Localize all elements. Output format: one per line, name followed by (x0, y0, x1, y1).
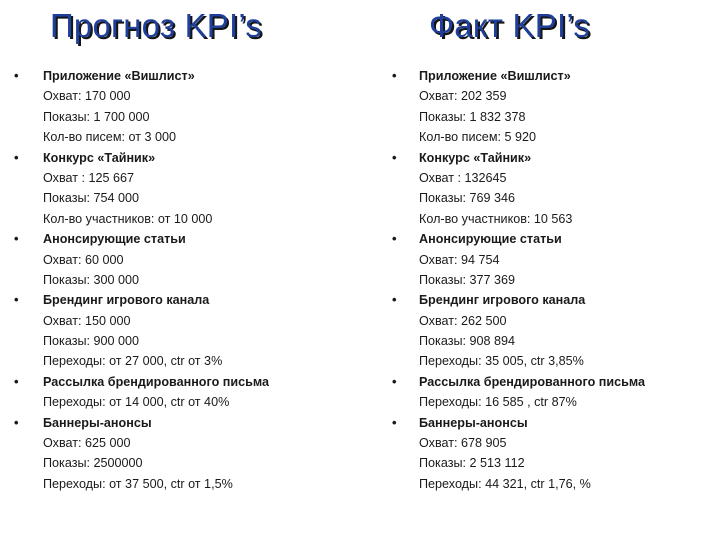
kpi-metric-line: Показы: 900 000 (43, 334, 140, 349)
kpi-group-heading (392, 66, 645, 86)
kpi-metric-line: Показы: 2 513 112 (419, 456, 525, 471)
kpi-metric-line: Охват: 60 000 (43, 252, 124, 267)
kpi-metric-line: Охват: 170 000 (43, 89, 131, 104)
kpi-group-heading-text: Брендинг игрового канала (43, 293, 210, 308)
bullet-icon: • (392, 68, 397, 83)
kpi-group-heading-text: Конкурс «Тайник» (43, 150, 156, 165)
kpi-group-heading (10, 66, 269, 86)
kpi-group-heading-text: Рассылка брендированного письма (419, 374, 646, 389)
kpi-group-heading (392, 413, 645, 433)
kpi-group-heading-text: Приложение «Вишлист» (43, 69, 195, 83)
kpi-metric-line: Охват : 125 667 (43, 170, 135, 185)
bullet-icon: • (392, 231, 397, 247)
bullet-icon: • (14, 414, 19, 430)
forecast-kpi-list (10, 66, 269, 494)
kpi-metric-line: Охват: 262 500 (419, 313, 507, 328)
bullet-icon: • (14, 231, 19, 247)
forecast-kpi-title: Прогноз KPI’s (50, 7, 262, 44)
kpi-group-heading-text: Баннеры-анонсы (43, 415, 152, 430)
bullet-icon: • (392, 414, 397, 430)
kpi-group-heading (392, 148, 645, 168)
kpi-group-heading-text: Анонсирующие статьи (43, 232, 186, 247)
kpi-group-heading (10, 290, 269, 310)
kpi-group-heading (392, 372, 645, 392)
kpi-metric-line: Показы: 2500000 (43, 456, 143, 471)
kpi-metric-line: Показы: 1 832 378 (419, 109, 526, 124)
kpi-metric-line: Переходы: 35 005, ctr 3,85% (419, 354, 584, 369)
kpi-group-heading (392, 290, 645, 310)
kpi-group-heading (10, 229, 269, 249)
kpi-metric-line: Кол-во писем: 5 920 (419, 130, 536, 145)
kpi-group-heading-text: Анонсирующие статьи (419, 232, 562, 247)
actual-kpi-list (392, 66, 645, 494)
bullet-icon: • (392, 373, 397, 389)
kpi-group-heading-text: Рассылка брендированного письма (43, 374, 270, 389)
kpi-metric-line: Охват: 150 000 (43, 313, 131, 328)
bullet-icon: • (392, 292, 397, 308)
bullet-icon: • (14, 68, 19, 83)
kpi-metric-line: Переходы: 44 321, ctr 1,76, % (419, 476, 591, 491)
bullet-icon: • (14, 373, 19, 389)
actual-kpi-title: Факт KPI’s (429, 7, 590, 44)
kpi-metric-line: Кол-во участников: от 10 000 (43, 211, 213, 226)
kpi-metric-line: Переходы: от 27 000, ctr от 3% (43, 354, 223, 369)
kpi-group-heading-text: Приложение «Вишлист» (419, 69, 571, 83)
kpi-metric-line: Охват: 678 905 (419, 436, 507, 451)
bullet-icon: • (392, 149, 397, 165)
kpi-metric-line: Показы: 377 369 (419, 272, 516, 287)
kpi-metric-line: Показы: 1 700 000 (43, 109, 150, 124)
kpi-group-heading-text: Брендинг игрового канала (419, 293, 586, 308)
kpi-metric-line: Кол-во участников: 10 563 (419, 211, 573, 226)
kpi-metric-line: Кол-во писем: от 3 000 (43, 130, 176, 145)
kpi-metric-line: Показы: 908 894 (419, 334, 516, 349)
kpi-metric-line: Переходы: 16 585 , ctr 87% (419, 395, 577, 410)
kpi-metric-line: Переходы: от 14 000, ctr от 40% (43, 395, 230, 410)
bullet-icon: • (14, 149, 19, 165)
kpi-metric-line: Показы: 754 000 (43, 191, 140, 206)
kpi-metric-line: Показы: 300 000 (43, 272, 140, 287)
kpi-group-heading (10, 148, 269, 168)
kpi-metric-line: Охват: 94 754 (419, 252, 500, 267)
kpi-metric-line: Показы: 769 346 (419, 191, 516, 206)
kpi-metric-line: Охват : 132645 (419, 170, 507, 185)
kpi-group-heading (392, 229, 645, 249)
kpi-group-heading-text: Баннеры-анонсы (419, 415, 528, 430)
kpi-group-heading (10, 372, 269, 392)
kpi-group-heading (10, 413, 269, 433)
kpi-metric-line: Переходы: от 37 500, ctr от 1,5% (43, 476, 233, 491)
kpi-metric-line: Охват: 202 359 (419, 89, 507, 104)
kpi-metric-line: Охват: 625 000 (43, 436, 131, 451)
bullet-icon: • (14, 292, 19, 308)
kpi-group-heading-text: Конкурс «Тайник» (419, 150, 532, 165)
